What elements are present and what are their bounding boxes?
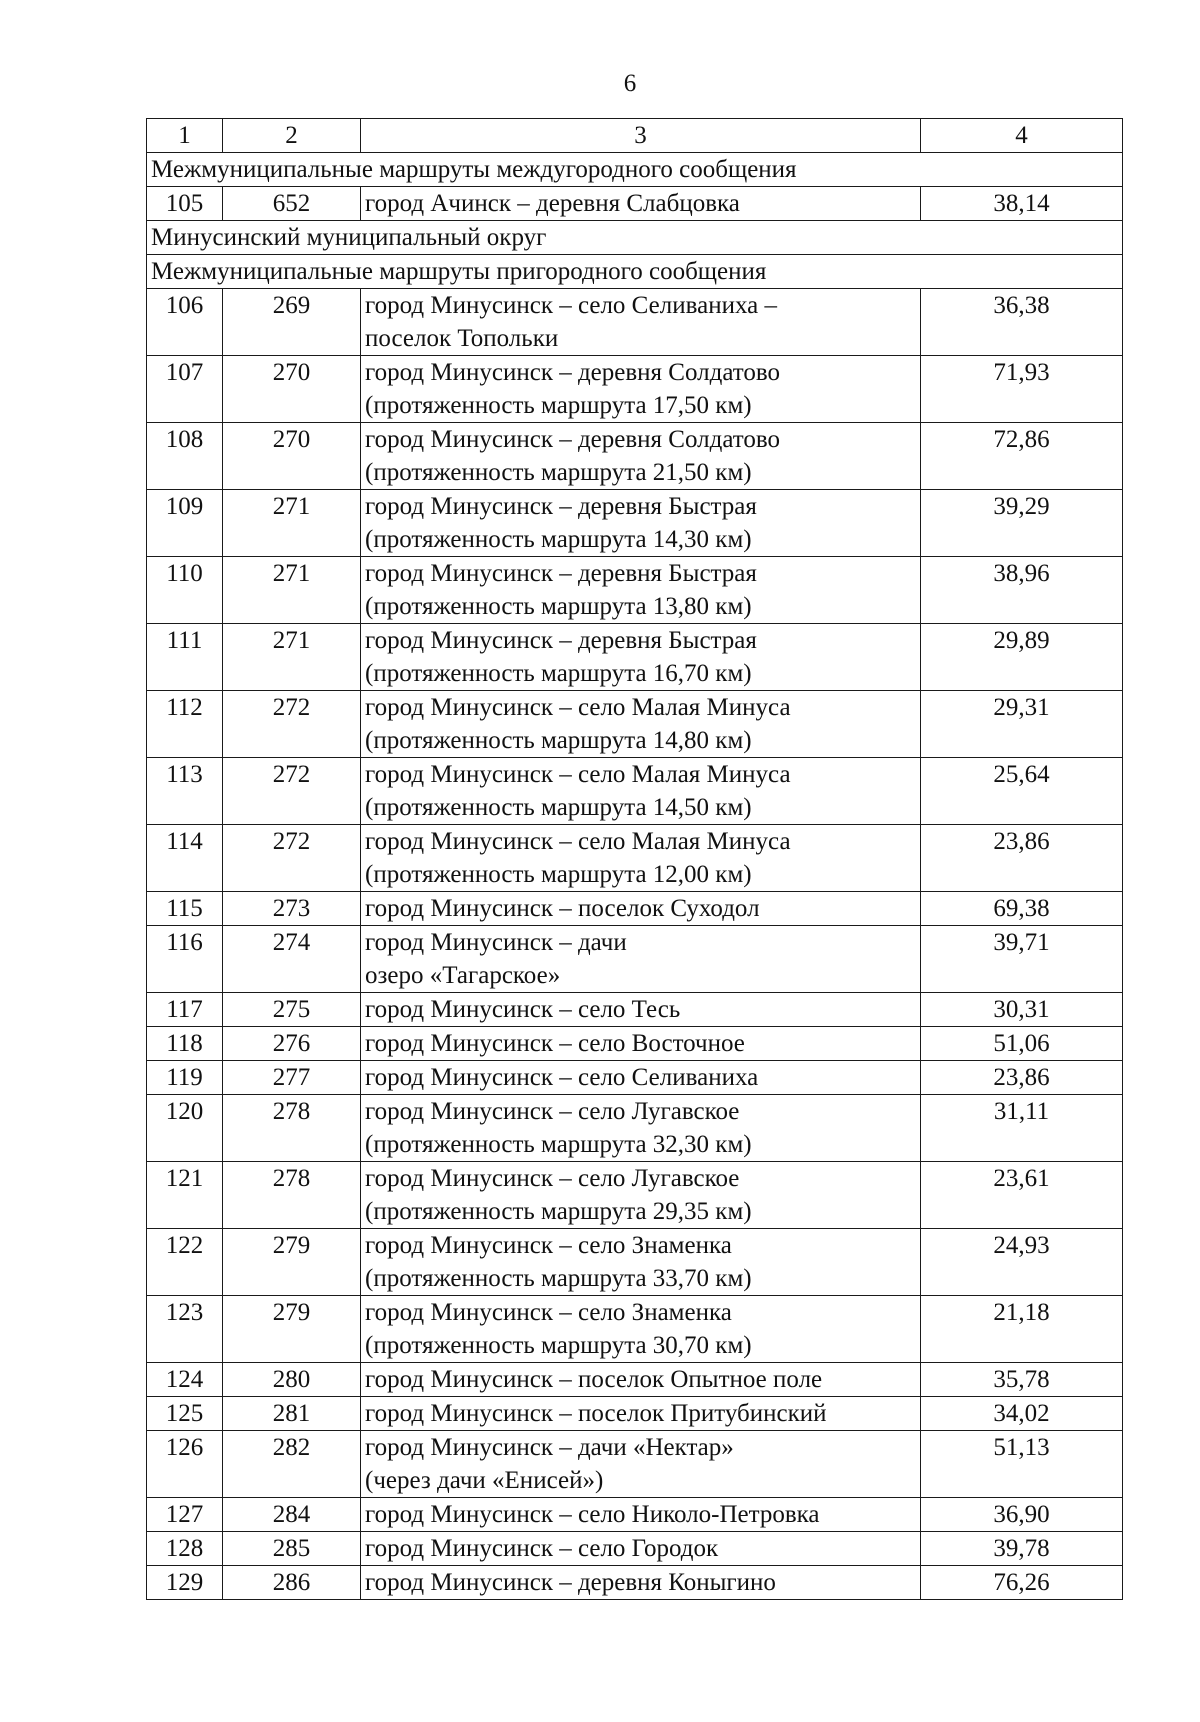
route-value: 71,93 [921, 356, 1123, 423]
row-number: 112 [147, 691, 223, 758]
route-description-line: город Минусинск – село Малая Минуса [365, 694, 791, 721]
route-value: 34,02 [921, 1397, 1123, 1431]
route-number: 275 [223, 993, 361, 1027]
table-row [147, 1095, 1123, 1162]
route-description-line: город Ачинск – деревня Слабцовка [365, 190, 740, 217]
table-row [147, 1566, 1123, 1600]
row-number: 127 [147, 1498, 223, 1532]
route-description [361, 691, 921, 758]
route-description-line: (протяженность маршрута 32,30 км) [365, 1131, 752, 1158]
route-description-line: (протяженность маршрута 16,70 км) [365, 660, 752, 687]
header-col-3: 3 [361, 119, 921, 153]
section-title: Межмуниципальные маршруты пригородного сообщения [147, 255, 1123, 289]
route-description-line: (протяженность маршрута 33,70 км) [365, 1265, 752, 1292]
route-description [361, 289, 921, 356]
route-value: 23,61 [921, 1162, 1123, 1229]
route-value: 24,93 [921, 1229, 1123, 1296]
row-number: 118 [147, 1027, 223, 1061]
route-value: 35,78 [921, 1363, 1123, 1397]
route-value: 23,86 [921, 1061, 1123, 1095]
route-description-line: город Минусинск – поселок Притубинский [365, 1400, 827, 1427]
route-number: 280 [223, 1363, 361, 1397]
section-row [147, 221, 1123, 255]
route-value: 39,29 [921, 490, 1123, 557]
table-row [147, 758, 1123, 825]
route-description-line: город Минусинск – деревня Коныгино [365, 1569, 776, 1596]
header-col-4: 4 [921, 119, 1123, 153]
route-value: 25,64 [921, 758, 1123, 825]
route-description-line: город Минусинск – дачи [365, 929, 627, 956]
route-number: 270 [223, 423, 361, 490]
route-number: 271 [223, 557, 361, 624]
route-description-line: город Минусинск – деревня Солдатово [365, 359, 781, 386]
route-description-line: город Минусинск – деревня Быстрая [365, 493, 757, 520]
route-number: 272 [223, 758, 361, 825]
table-row [147, 490, 1123, 557]
route-description-line: город Минусинск – село Знаменка [365, 1232, 732, 1259]
route-description-line: город Минусинск – село Лугавское [365, 1165, 740, 1192]
table-row [147, 356, 1123, 423]
route-number: 270 [223, 356, 361, 423]
route-description-line: город Минусинск – поселок Суходол [365, 895, 760, 922]
route-value: 36,38 [921, 289, 1123, 356]
route-number: 272 [223, 691, 361, 758]
route-number: 278 [223, 1162, 361, 1229]
route-description [361, 1363, 921, 1397]
table-header-row [147, 119, 1123, 153]
route-description-line: (через дачи «Енисей») [365, 1467, 604, 1494]
route-description-line: город Минусинск – село Селиваниха [365, 1064, 759, 1091]
route-number: 285 [223, 1532, 361, 1566]
row-number: 106 [147, 289, 223, 356]
table-row [147, 557, 1123, 624]
route-description-line: (протяженность маршрута 29,35 км) [365, 1198, 752, 1225]
route-description-line: (протяженность маршрута 13,80 км) [365, 593, 752, 620]
route-description [361, 825, 921, 892]
route-description [361, 1229, 921, 1296]
route-number: 281 [223, 1397, 361, 1431]
table-row [147, 289, 1123, 356]
route-description [361, 356, 921, 423]
route-value: 69,38 [921, 892, 1123, 926]
route-description-line: (протяженность маршрута 17,50 км) [365, 392, 752, 419]
route-description [361, 1431, 921, 1498]
route-number: 284 [223, 1498, 361, 1532]
route-value: 38,14 [921, 187, 1123, 221]
route-value: 39,78 [921, 1532, 1123, 1566]
table-row [147, 691, 1123, 758]
table-row [147, 825, 1123, 892]
row-number: 121 [147, 1162, 223, 1229]
route-number: 652 [223, 187, 361, 221]
route-value: 23,86 [921, 825, 1123, 892]
route-number: 279 [223, 1296, 361, 1363]
route-description-line: город Минусинск – село Малая Минуса [365, 761, 791, 788]
route-value: 30,31 [921, 993, 1123, 1027]
header-col-2: 2 [223, 119, 361, 153]
route-description-line: (протяженность маршрута 14,50 км) [365, 794, 752, 821]
table-row [147, 993, 1123, 1027]
route-number: 279 [223, 1229, 361, 1296]
route-number: 274 [223, 926, 361, 993]
table-row [147, 1296, 1123, 1363]
route-value: 76,26 [921, 1566, 1123, 1600]
row-number: 105 [147, 187, 223, 221]
route-value: 29,89 [921, 624, 1123, 691]
route-number: 271 [223, 490, 361, 557]
route-value: 39,71 [921, 926, 1123, 993]
row-number: 125 [147, 1397, 223, 1431]
route-description-line: город Минусинск – поселок Опытное поле [365, 1366, 823, 1393]
section-title: Минусинский муниципальный округ [147, 221, 1123, 255]
table-row [147, 926, 1123, 993]
table-row [147, 423, 1123, 490]
route-value: 51,06 [921, 1027, 1123, 1061]
route-description-line: город Минусинск – село Тесь [365, 996, 681, 1023]
route-description [361, 1296, 921, 1363]
route-description-line: (протяженность маршрута 14,30 км) [365, 526, 752, 553]
row-number: 129 [147, 1566, 223, 1600]
route-value: 31,11 [921, 1095, 1123, 1162]
route-description [361, 1498, 921, 1532]
table-row [147, 624, 1123, 691]
header-col-1: 1 [147, 119, 223, 153]
route-description-line: город Минусинск – село Лугавское [365, 1098, 740, 1125]
page-number: 6 [623, 70, 637, 97]
row-number: 108 [147, 423, 223, 490]
route-number: 277 [223, 1061, 361, 1095]
route-description-line: (протяженность маршрута 12,00 км) [365, 861, 752, 888]
route-description-line: город Минусинск – село Городок [365, 1535, 719, 1562]
row-number: 109 [147, 490, 223, 557]
section-row [147, 255, 1123, 289]
route-description-line: озеро «Тагарское» [365, 962, 561, 989]
route-description-line: город Минусинск – село Николо-Петровка [365, 1501, 820, 1528]
route-description-line: город Минусинск – село Восточное [365, 1030, 745, 1057]
route-description [361, 758, 921, 825]
row-number: 114 [147, 825, 223, 892]
table-row [147, 1431, 1123, 1498]
table-row [147, 1229, 1123, 1296]
route-description [361, 1162, 921, 1229]
route-number: 276 [223, 1027, 361, 1061]
route-description [361, 1027, 921, 1061]
route-description [361, 1061, 921, 1095]
row-number: 123 [147, 1296, 223, 1363]
table-row [147, 1363, 1123, 1397]
route-value: 21,18 [921, 1296, 1123, 1363]
table-row [147, 1397, 1123, 1431]
route-description [361, 423, 921, 490]
route-description-line: (протяженность маршрута 30,70 км) [365, 1332, 752, 1359]
route-description-line: город Минусинск – село Селиваниха – [365, 292, 777, 319]
route-number: 282 [223, 1431, 361, 1498]
route-description-line: город Минусинск – село Малая Минуса [365, 828, 791, 855]
row-number: 124 [147, 1363, 223, 1397]
row-number: 122 [147, 1229, 223, 1296]
table-row [147, 187, 1123, 221]
route-description [361, 1095, 921, 1162]
route-description [361, 1566, 921, 1600]
row-number: 119 [147, 1061, 223, 1095]
route-value: 51,13 [921, 1431, 1123, 1498]
route-description-line: город Минусинск – деревня Быстрая [365, 627, 757, 654]
route-number: 278 [223, 1095, 361, 1162]
route-description [361, 993, 921, 1027]
route-number: 272 [223, 825, 361, 892]
row-number: 126 [147, 1431, 223, 1498]
table-row [147, 892, 1123, 926]
row-number: 110 [147, 557, 223, 624]
route-description [361, 187, 921, 221]
table-row [147, 1061, 1123, 1095]
table-row [147, 1027, 1123, 1061]
section-row [147, 153, 1123, 187]
route-value: 38,96 [921, 557, 1123, 624]
route-description [361, 926, 921, 993]
route-description [361, 1532, 921, 1566]
row-number: 116 [147, 926, 223, 993]
route-value: 36,90 [921, 1498, 1123, 1532]
route-value: 72,86 [921, 423, 1123, 490]
route-number: 273 [223, 892, 361, 926]
row-number: 120 [147, 1095, 223, 1162]
table-row [147, 1532, 1123, 1566]
route-description-line: поселок Топольки [365, 325, 559, 352]
route-description-line: город Минусинск – село Знаменка [365, 1299, 732, 1326]
routes-table [146, 118, 1123, 1600]
route-description-line: город Минусинск – деревня Солдатово [365, 426, 781, 453]
row-number: 111 [147, 624, 223, 691]
route-description [361, 557, 921, 624]
route-number: 269 [223, 289, 361, 356]
route-description [361, 892, 921, 926]
route-description [361, 624, 921, 691]
route-description-line: город Минусинск – деревня Быстрая [365, 560, 757, 587]
table-row [147, 1162, 1123, 1229]
row-number: 107 [147, 356, 223, 423]
route-number: 271 [223, 624, 361, 691]
route-value: 29,31 [921, 691, 1123, 758]
row-number: 117 [147, 993, 223, 1027]
section-title: Межмуниципальные маршруты междугородного сообщения [147, 153, 1123, 187]
row-number: 113 [147, 758, 223, 825]
route-number: 286 [223, 1566, 361, 1600]
route-description [361, 1397, 921, 1431]
row-number: 128 [147, 1532, 223, 1566]
route-description-line: (протяженность маршрута 21,50 км) [365, 459, 752, 486]
route-description [361, 490, 921, 557]
route-description-line: город Минусинск – дачи «Нектар» [365, 1434, 734, 1461]
table-row [147, 1498, 1123, 1532]
row-number: 115 [147, 892, 223, 926]
route-description-line: (протяженность маршрута 14,80 км) [365, 727, 752, 754]
